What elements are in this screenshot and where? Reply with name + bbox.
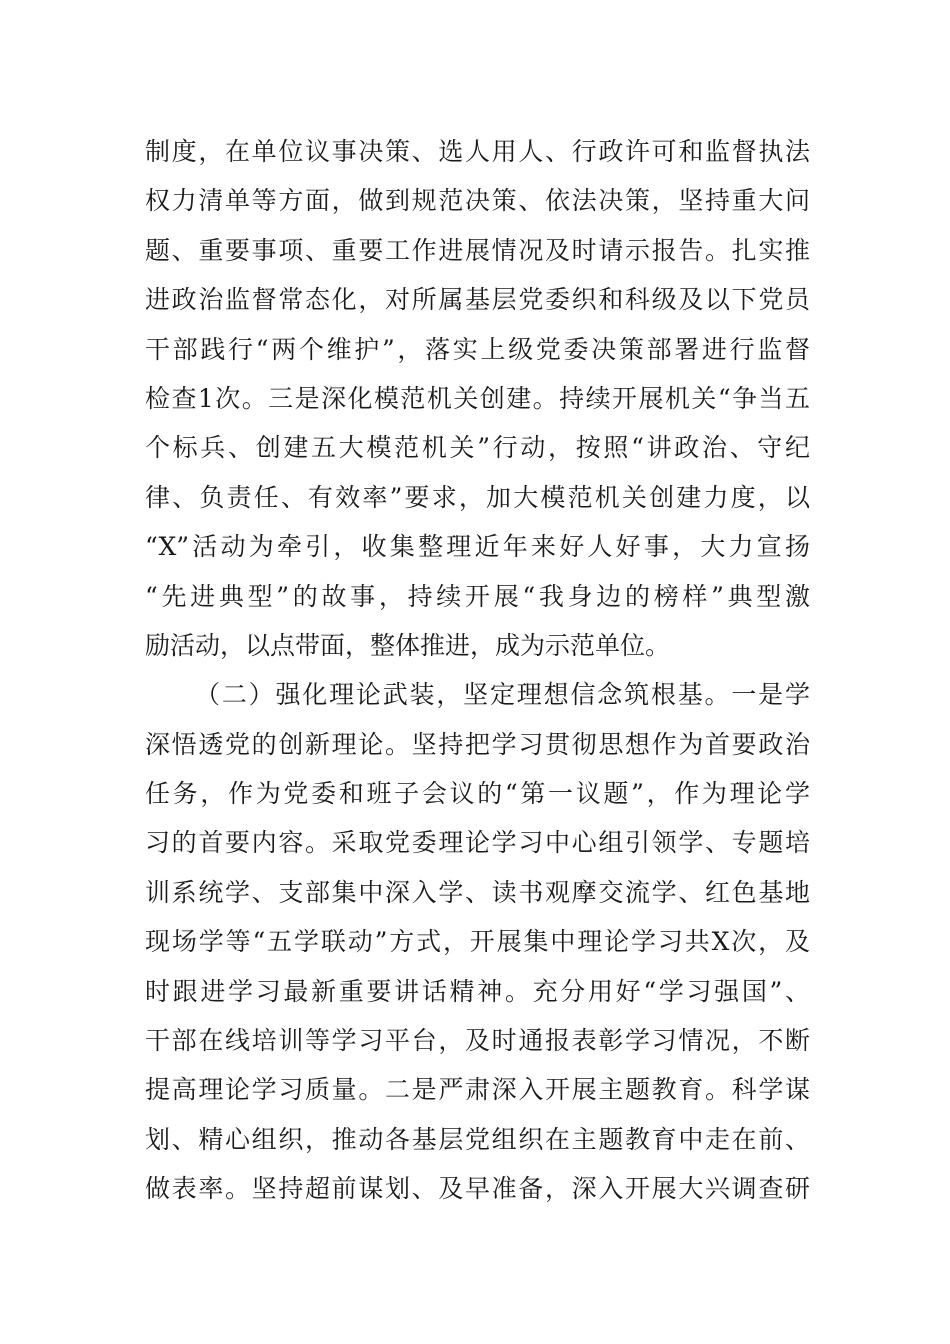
text-line: 提高理论学习质量。二是严肃深入开展主题教育。科学谋 — [145, 1075, 810, 1105]
text-line: 权力清单等方面，做到规范决策、依法决策，坚持重大问 — [145, 186, 810, 216]
text-line: 做表率。坚持超前谋划、及早准备，深入开展大兴调查研 — [145, 1174, 810, 1204]
text-line: 干部在线培训等学习平台，及时通报表彰学习情况，不断 — [145, 1026, 810, 1056]
text-line: 律、负责任、有效率”要求，加大模范机关创建力度，以 — [145, 482, 810, 512]
text-line: 进政治监督常态化，对所属基层党委织和科级及以下党员 — [145, 285, 810, 315]
section-heading-line: （二）强化理论武装，坚定理想信念筑根基。一是学 — [195, 680, 810, 710]
text-line: 干部践行“两个维护”，落实上级党委决策部署进行监督 — [145, 334, 810, 364]
text-line: 深悟透党的创新理论。坚持把学习贯彻思想作为首要政治 — [145, 729, 810, 759]
text-line: 习的首要内容。采取党委理论学习中心组引领学、专题培 — [145, 828, 810, 858]
body-text — [145, 127, 810, 1214]
paragraph-1 — [145, 127, 810, 670]
text-line: 题、重要事项、重要工作进展情况及时请示报告。扎实推 — [145, 235, 810, 265]
text-line: 时跟进学习最新重要讲话精神。充分用好“学习强国”、 — [145, 976, 810, 1006]
text-line: 训系统学、支部集中深入学、读书观摩交流学、红色基地 — [145, 877, 810, 907]
text-line: 任务，作为党委和班子会议的“第一议题”，作为理论学 — [145, 779, 810, 809]
text-line: 现场学等“五学联动”方式，开展集中理论学习共X次，及 — [145, 927, 810, 957]
text-line: 检查1次。三是深化模范机关创建。持续开展机关“争当五 — [145, 383, 810, 413]
text-line: 励活动，以点带面，整体推进，成为示范单位。 — [145, 630, 671, 660]
paragraph-2 — [145, 670, 810, 1213]
text-line: “X”活动为牵引，收集整理近年来好人好事，大力宣扬 — [145, 532, 810, 562]
text-line: “先进典型”的故事，持续开展“我身边的榜样”典型激 — [145, 581, 810, 611]
text-line: 划、精心组织，推动各基层党组织在主题教育中走在前、 — [145, 1124, 810, 1154]
text-line: 制度，在单位议事决策、选人用人、行政许可和监督执法 — [145, 137, 810, 166]
text-line: 个标兵、创建五大模范机关”行动，按照“讲政治、守纪 — [145, 433, 810, 463]
